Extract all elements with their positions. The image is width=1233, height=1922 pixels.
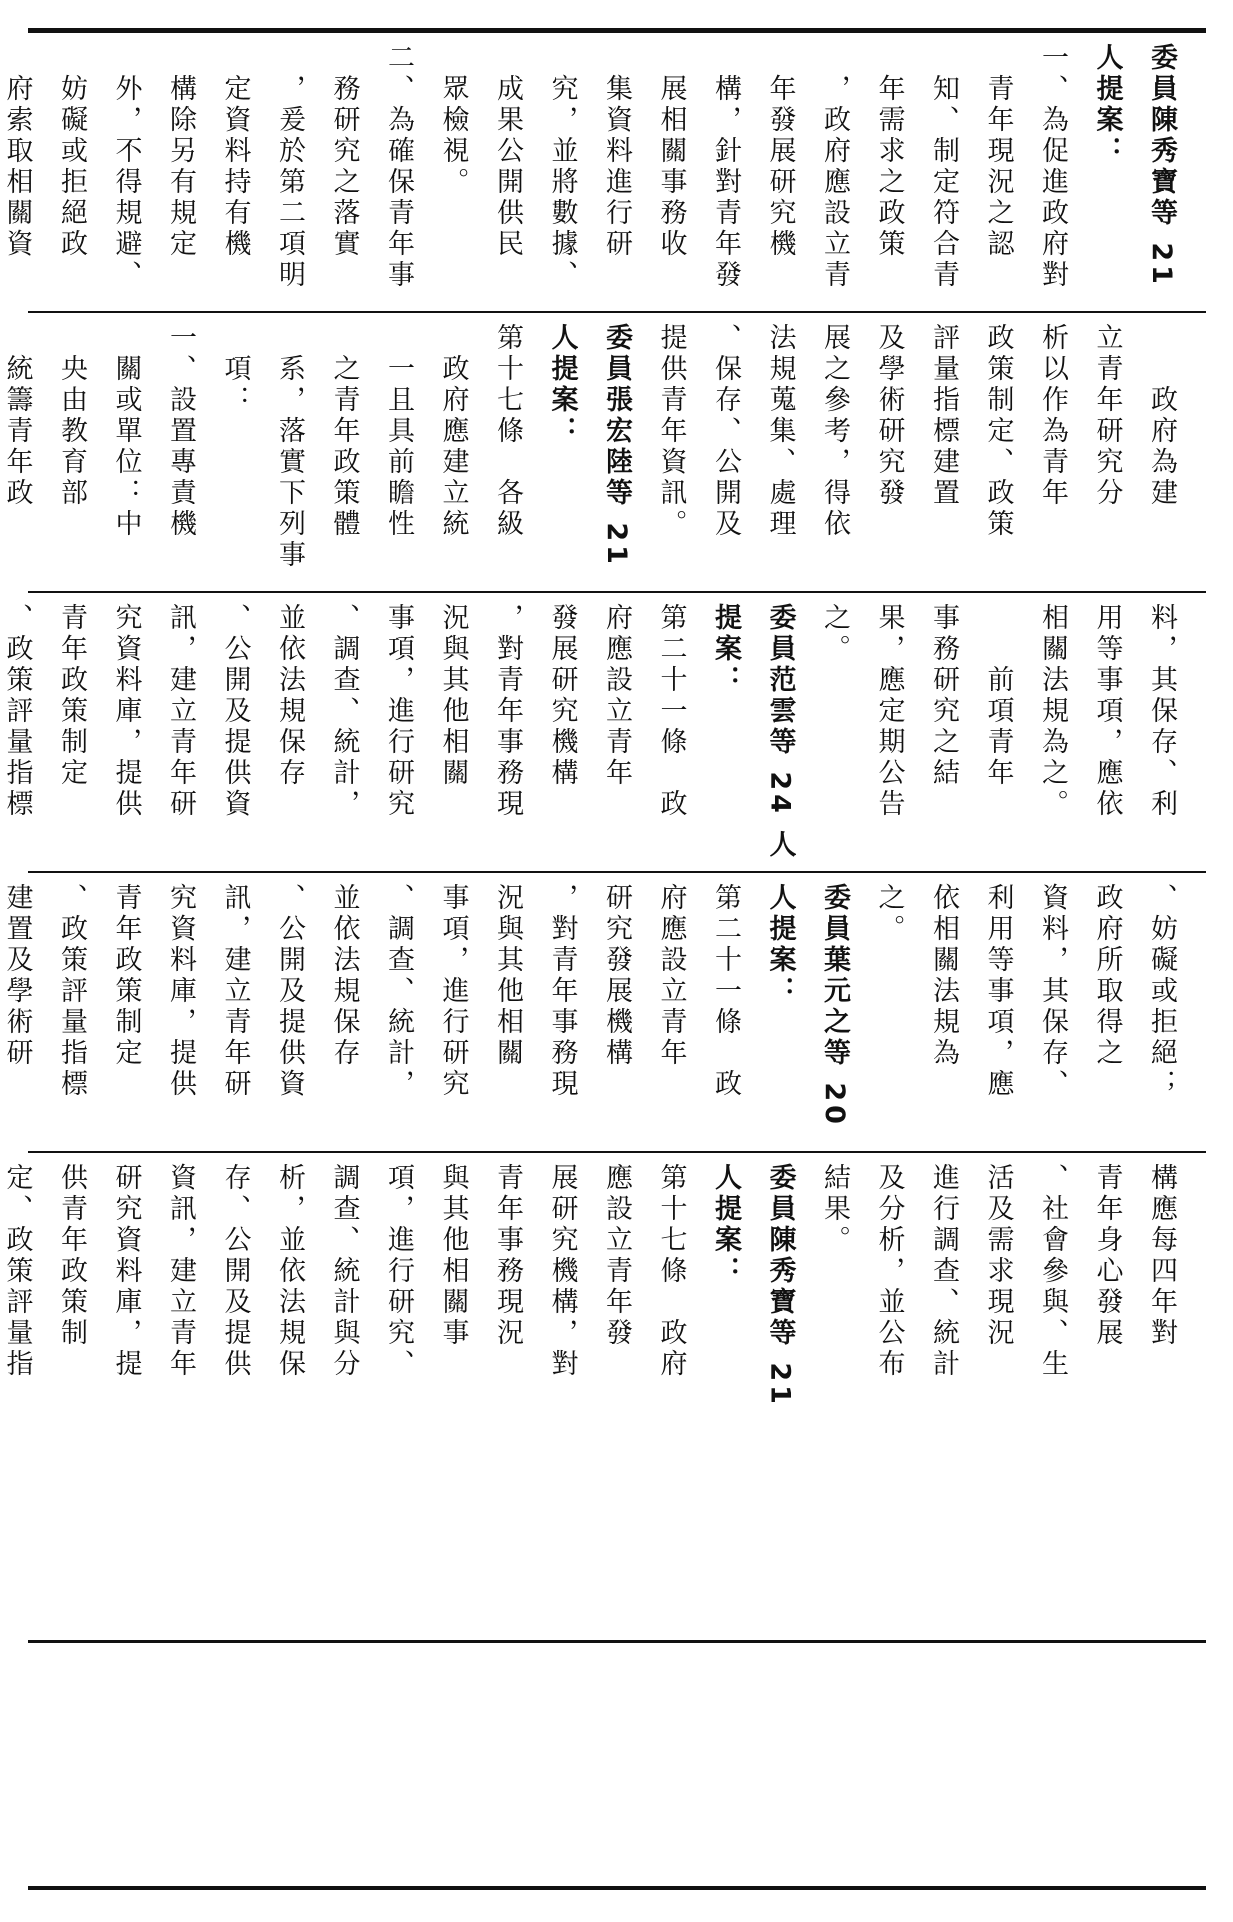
text-line: 發展研究機構 (546, 603, 578, 789)
text-line: 研究發展機構 (601, 883, 632, 1069)
vertical-text (0, 323, 1188, 581)
text-line: 資訊，建立青年 (165, 1163, 196, 1380)
text-line: 第二十一條 政 (710, 883, 741, 1100)
text-line: 究資料庫，提供 (110, 603, 142, 820)
text-line: 應設立青年發 (601, 1163, 632, 1349)
text-line: 況與其他相關 (492, 883, 523, 1069)
text-line: 、妨礙或拒絕； (1146, 883, 1177, 1100)
text-line: 年發展研究機 (764, 43, 796, 260)
text-line: 法規蒐集、處理 (764, 323, 796, 540)
column-block-1 (1, 33, 1206, 311)
text-line: 與其他相關事 (437, 1163, 469, 1349)
text-line: 展研究機構，對 (546, 1163, 578, 1380)
text-line: 析，並依法規保 (274, 1163, 305, 1380)
text-line: 研究資料庫，提 (110, 1163, 142, 1380)
text-line: 果，應定期公告 (873, 603, 905, 820)
text-line: 務研究之落實 (328, 43, 360, 260)
text-line: 第十七條 各級 (492, 323, 523, 540)
text-line: 資料，其保存、 (1037, 883, 1068, 1100)
text-line: 事務研究之結 (928, 603, 959, 789)
text-line: 訊，建立青年研 (219, 883, 251, 1100)
text-line: 一、為促進政府對 (1037, 43, 1068, 291)
text-line: 第二十一條 政 (655, 603, 687, 820)
text-line: 構應每四年對 (1146, 1163, 1177, 1349)
text-line: 相關法規為之。 (1037, 603, 1068, 820)
text-line: 集資料進行研 (601, 43, 632, 260)
middle-rule (28, 1640, 1206, 1643)
text-line: 府應設立青年 (655, 883, 687, 1069)
text-line: 政府所取得之 (1091, 883, 1123, 1069)
text-line: 存、公開及提供 (219, 1163, 251, 1380)
text-line: 定、政策評量指 (1, 1163, 33, 1380)
text-line: 關或單位：中 (110, 323, 142, 540)
proposer-heading: 委員張宏陸等 21 (601, 323, 632, 568)
proposer-heading: 人提案： (1091, 43, 1123, 167)
text-line: 之青年政策體 (328, 323, 360, 540)
text-line: 政策制定、政策 (982, 323, 1014, 540)
text-line: 、保存、公開及 (710, 323, 741, 540)
text-line: 、公開及提供資 (219, 603, 251, 820)
text-line: 統籌青年政 (1, 323, 33, 509)
text-line: 、政策評量指標 (56, 883, 87, 1100)
proposer-heading: 提案： (710, 603, 741, 696)
text-line: 並依法規保存 (328, 883, 360, 1069)
text-line: 前項青年 (982, 603, 1014, 789)
text-line: ，對青年事務現 (546, 883, 578, 1100)
text-line: 構除另有規定 (165, 43, 196, 260)
proposer-heading: 人提案： (764, 883, 796, 1007)
text-line: 訊，建立青年研 (165, 603, 196, 820)
text-line: 第十七條 政府 (655, 1163, 687, 1380)
text-line: 青年政策制定 (110, 883, 142, 1069)
vertical-text (0, 1163, 1188, 1421)
text-line: 用等事項，應依 (1091, 603, 1123, 820)
text-line: 一且具前瞻性 (383, 323, 414, 540)
text-line: 青年身心發展 (1091, 1163, 1123, 1349)
text-line: 一、設置專責機 (165, 323, 196, 540)
text-line: 提供青年資訊。 (655, 323, 687, 540)
text-grid (1, 33, 1206, 1640)
proposer-heading: 委員葉元之等 20 (819, 883, 850, 1128)
column-block-4 (1, 873, 1206, 1151)
text-line: 之。 (819, 603, 850, 665)
text-line: 展之參考，得依 (819, 323, 850, 540)
text-line: 政府為建 (1146, 323, 1177, 509)
text-line: 、政策評量指標 (1, 603, 33, 820)
text-line: 、調查、統計， (328, 603, 360, 820)
text-line: 依相關法規為 (928, 883, 959, 1069)
text-line: 系，落實下列事 (274, 323, 305, 571)
text-line: ，政府應設立青 (819, 43, 850, 291)
column-block-2 (1, 313, 1206, 591)
vertical-text (0, 43, 1188, 301)
bottom-rule (28, 1886, 1206, 1890)
text-line: 究，並將數據、 (546, 43, 578, 291)
text-line: 項，進行研究、 (383, 1163, 414, 1380)
vertical-text (0, 603, 1188, 861)
column-block-3 (1, 593, 1206, 871)
text-line: 事項，進行研究 (437, 883, 469, 1100)
text-line: 、調查、統計， (383, 883, 414, 1100)
text-line: 建置及學術研 (1, 883, 33, 1069)
text-line: 青年政策制定 (56, 603, 87, 789)
text-line: 知、制定符合青 (928, 43, 959, 291)
proposer-heading: 委員陳秀寶等 21 (1146, 43, 1177, 288)
text-line: 立青年研究分 (1091, 323, 1123, 509)
text-line: 進行調查、統計 (928, 1163, 959, 1380)
proposer-heading: 人提案： (546, 323, 578, 447)
text-line: 青年事務現況 (492, 1163, 523, 1349)
text-line: 展相關事務收 (655, 43, 687, 260)
proposer-heading: 人提案： (710, 1163, 741, 1287)
text-line: 之。 (873, 883, 905, 945)
text-line: 調查、統計與分 (328, 1163, 360, 1380)
proposer-heading: 委員陳秀寶等 21 (764, 1163, 796, 1408)
text-line: ，對青年事務現 (492, 603, 523, 820)
text-line: 府應設立青年 (601, 603, 632, 789)
text-line: 事項，進行研究 (383, 603, 414, 820)
text-line: 、社會參與、生 (1037, 1163, 1068, 1380)
text-line: 結果。 (819, 1163, 850, 1256)
text-line: 及學術研究發 (873, 323, 905, 509)
text-line: 供青年政策制 (56, 1163, 87, 1349)
text-line: 、公開及提供資 (274, 883, 305, 1100)
text-line: 二、為確保青年事 (383, 43, 414, 291)
text-line: 況與其他相關 (437, 603, 469, 789)
text-line: 府索取相關資 (1, 43, 33, 260)
vertical-text (0, 883, 1188, 1141)
text-line: 究資料庫，提供 (165, 883, 196, 1100)
proposer-heading: 委員范雲等 24 人 (764, 603, 796, 862)
text-line: 評量指標建置 (928, 323, 959, 509)
text-line: 妨礙或拒絕政 (56, 43, 87, 260)
text-line: 政府應建立統 (437, 323, 469, 540)
text-line: 析以作為青年 (1037, 323, 1068, 509)
column-block-5 (1, 1153, 1206, 1431)
text-line: 眾檢視。 (437, 43, 469, 198)
text-line: 及分析，並公布 (873, 1163, 905, 1380)
text-line: 成果公開供民 (492, 43, 523, 260)
text-line: 項： (219, 323, 251, 416)
text-line: 利用等事項，應 (982, 883, 1014, 1100)
text-line: 年需求之政策 (873, 43, 905, 260)
text-line: 青年現況之認 (982, 43, 1014, 260)
text-line: 料，其保存、利 (1146, 603, 1177, 820)
text-line: 央由教育部 (56, 323, 87, 509)
text-line: 構，針對青年發 (710, 43, 741, 291)
text-line: 外，不得規避、 (110, 43, 142, 291)
text-line: 定資料持有機 (219, 43, 251, 260)
text-line: 活及需求現況 (982, 1163, 1014, 1349)
text-line: 並依法規保存 (274, 603, 305, 789)
text-line: ，爰於第二項明 (274, 43, 305, 291)
